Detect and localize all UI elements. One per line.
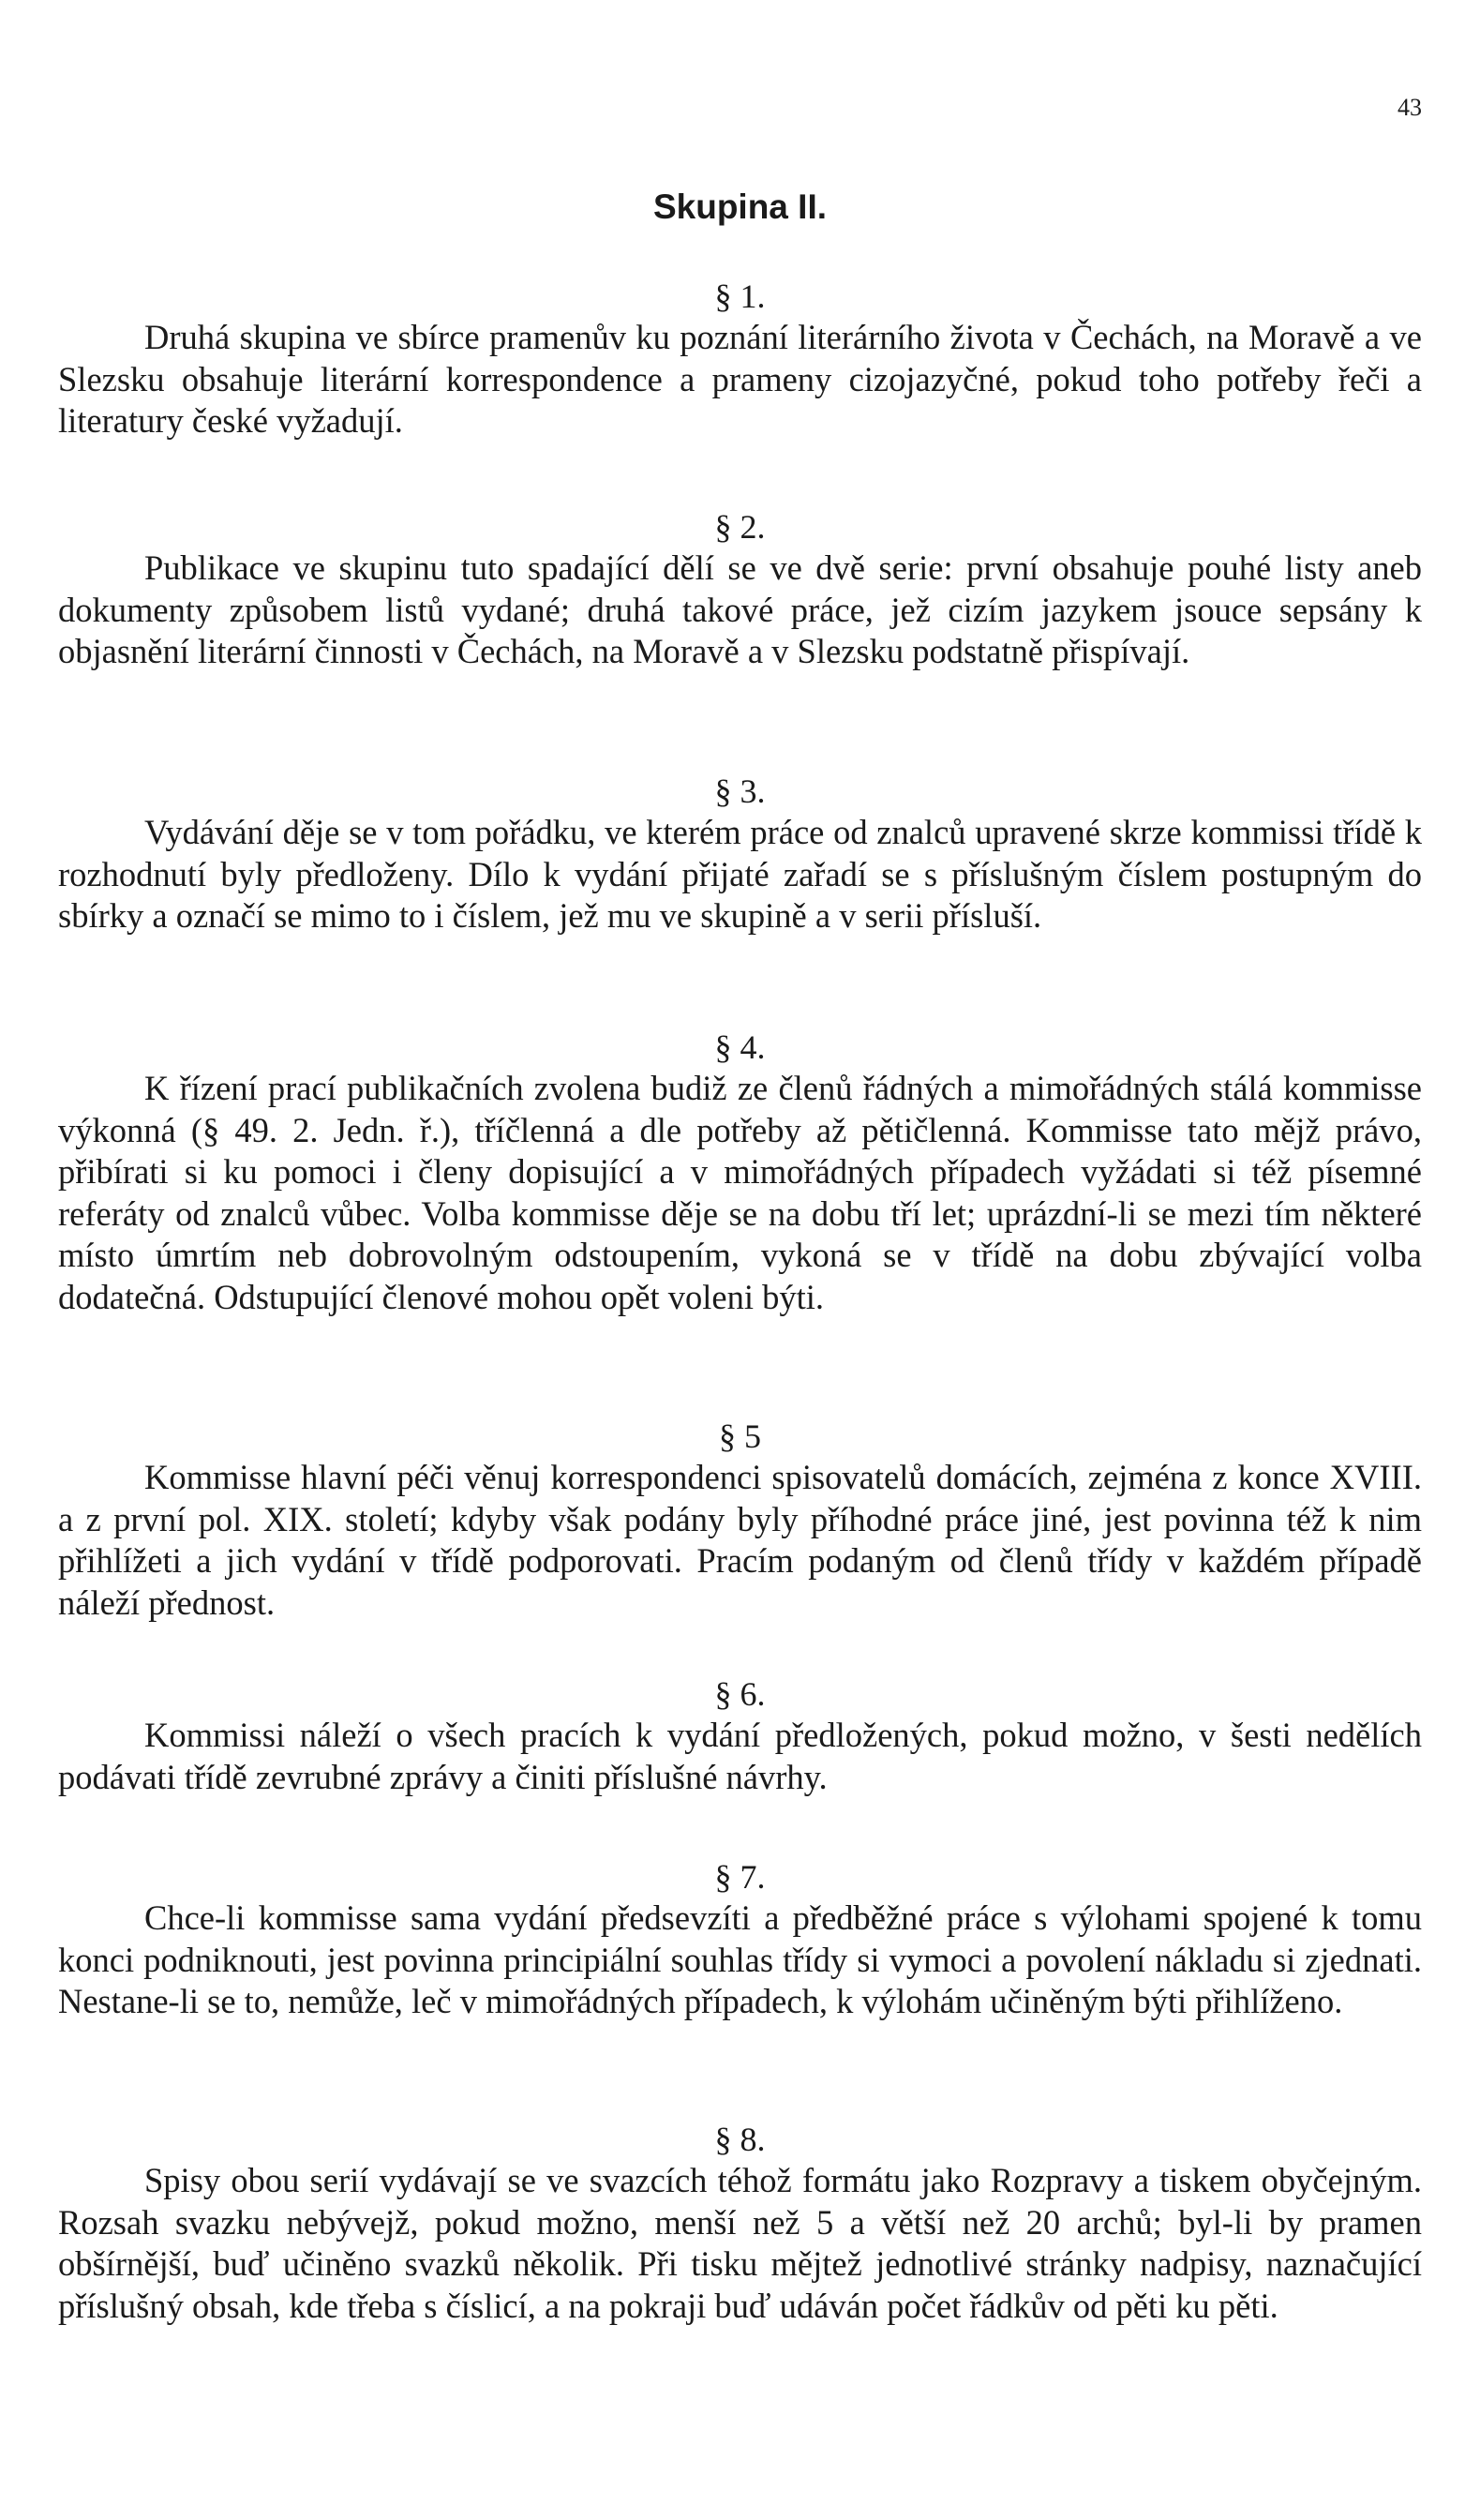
- section-text: Publikace ve skupinu tuto spadající dělí se ve dvě serie: první obsahuje pouhé listy aneb dokumenty způsobem listů vydané; druhá takové práce, jež cizím jazykem jsouce sepsány k objasnění literární činnosti v Čechách, na Moravě a v Slezsku podstatně přispívají.: [58, 548, 1422, 670]
- section-3: [58, 771, 1422, 938]
- section-mark: § 3.: [714, 772, 766, 810]
- section-text: Kommissi náleží o všech pracích k vydání předložených, pokud možno, v šesti nedělích podávati třídě zevrubné zprávy a činiti příslušné návrhy.: [58, 1716, 1422, 1796]
- section-text: Vydávání děje se v tom pořádku, ve kterém práce od znalců upravené skrze kommissi třídě k rozhodnutí byly předloženy. Dílo k vydání přijaté zařadí se s příslušným číslem postupným do sbírky a označí se mimo to i číslem, jež mu ve skupině a v serii přísluší.: [58, 813, 1422, 935]
- section-2: [58, 506, 1422, 673]
- section-text: Spisy obou serií vydávají se ve svazcích téhož formátu jako Rozpravy a tiskem obyčejným. Rozsah svazku nebývejž, pokud možno, menší než 5 a větší než 20 archů; byl-li by pramen obšírnější, buď učiněno svazků několik. Při tisku mějtež jednotlivé stránky nadpisy, naznačující příslušný obsah, kde třeba s číslicí, a na pokraji buď udáván počet řádkův od pěti ku pěti.: [58, 2161, 1422, 2325]
- section-text: Chce-li kommisse sama vydání předsevzíti a předběžné práce s výlohami spojené k tomu konci podniknouti, jest povinna principiální souhlas třídy si vymoci a povolení nákladu si zjednati. Nestane-li se to, nemůže, leč v mimořádných případech, k výlohám učiněným býti přihlíženo.: [58, 1898, 1422, 2020]
- section-1: [58, 276, 1422, 442]
- section-mark: § 4.: [714, 1028, 766, 1066]
- section-6: [58, 1673, 1422, 1798]
- section-4: [58, 1027, 1422, 1318]
- section-mark: § 6.: [714, 1675, 766, 1713]
- section-mark: § 1.: [714, 278, 766, 315]
- section-text: K řízení prací publikačních zvolena budiž ze členů řádných a mimořádných stálá kommisse výkonná (§ 49. 2. Jedn. ř.), tříčlenná a dle potřeby až pětičlenná. Kommisse tato mějž právo, přibírati si ku pomoci i členy dopisující a v mimořádných případech vyžádati si též písemné referáty od znalců vůbec. Volba kommisse děje se na dobu tří let; uprázdní-li se mezi tím některé místo úmrtím neb dobrovolným odstoupením, vykoná se v třídě na dobu zbývající volba dodatečná. Odstupující členové mohou opět voleni býti.: [58, 1069, 1422, 1316]
- section-mark: § 2.: [714, 508, 766, 546]
- group-title: Skupina II.: [652, 188, 828, 226]
- section-5: [58, 1416, 1422, 1624]
- section-mark: § 7.: [714, 1858, 766, 1896]
- section-text: Kommisse hlavní péči věnuj korrespondenci spisovatelů domácích, zejména z konce XVIII. a z první pol. XIX. století; kdyby však podány byly příhodné práce jiné, jest povinna též k nim přihlížeti a jich vydání v třídě podporovati. Pracím podaným od členů třídy v každém případě náleží přednost.: [58, 1458, 1422, 1622]
- section-8: [58, 2119, 1422, 2327]
- page-number: 43: [1398, 94, 1422, 121]
- section-text: Druhá skupina ve sbírce pramenův ku poznání literárního života v Čechách, na Moravě a ve Slezsku obsahuje literární korrespondence a prameny cizojazyčné, pokud toho potřeby řeči a literatury české vyžadují.: [58, 318, 1422, 440]
- section-7: [58, 1856, 1422, 2023]
- section-mark: § 5: [719, 1418, 761, 1455]
- section-mark: § 8.: [714, 2121, 766, 2158]
